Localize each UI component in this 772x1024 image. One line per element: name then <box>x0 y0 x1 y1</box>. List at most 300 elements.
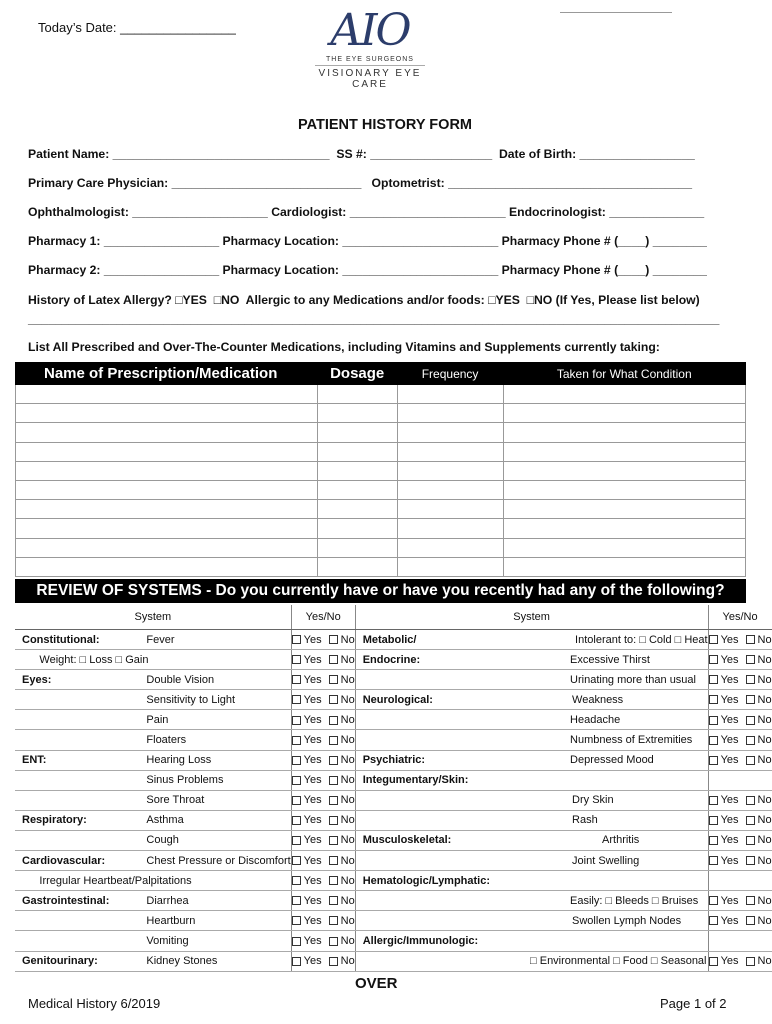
system-symptom-right: Headache <box>490 710 708 730</box>
choice-label: No <box>757 693 772 706</box>
system-category <box>15 690 109 710</box>
no-checkbox[interactable] <box>746 655 755 664</box>
system-row <box>15 891 772 911</box>
todays-date-field[interactable]: Today’s Date: ________________ <box>38 20 236 35</box>
yes-checkbox[interactable] <box>709 655 718 664</box>
system-row <box>15 730 772 750</box>
yes-no-choice <box>291 710 355 730</box>
system-category: Cardiovascular: <box>15 851 109 871</box>
yes-checkbox[interactable] <box>709 736 718 745</box>
no-checkbox[interactable] <box>746 896 755 905</box>
no-checkbox[interactable] <box>746 856 755 865</box>
choice-label: Yes <box>720 673 739 686</box>
choice-label: Yes <box>303 834 322 847</box>
col-dosage: Dosage <box>317 363 397 385</box>
review-of-systems-header: REVIEW OF SYSTEMS - Do you currently have or have you recently had any of the following? <box>15 579 746 603</box>
choice-label: Yes <box>720 914 739 927</box>
aio-logo <box>300 5 440 94</box>
system-category: Genitourinary: <box>15 951 109 971</box>
no-checkbox[interactable] <box>746 736 755 745</box>
medication-row <box>16 461 746 480</box>
yes-no-choice <box>708 891 772 911</box>
choice-label: Yes <box>720 754 739 767</box>
system-row <box>15 951 772 971</box>
yes-checkbox[interactable] <box>709 856 718 865</box>
system-symptom-right: Numbness of Extremities <box>490 730 708 750</box>
system-category-right <box>355 710 490 730</box>
choice-label: No <box>757 955 772 968</box>
yes-checkbox[interactable] <box>709 836 718 845</box>
no-checkbox[interactable] <box>746 635 755 644</box>
choice-label: No <box>757 834 772 847</box>
choice-label: Yes <box>720 854 739 867</box>
choice-label: No <box>340 794 355 807</box>
choice-label: No <box>340 693 355 706</box>
system-category-right <box>355 790 490 810</box>
yes-checkbox[interactable] <box>292 716 301 725</box>
choice-label: Yes <box>303 713 322 726</box>
yes-no-choice <box>291 670 355 690</box>
yes-no-choice <box>708 730 772 750</box>
choice-label: No <box>757 633 772 646</box>
system-category <box>15 790 109 810</box>
dosage-cell[interactable] <box>317 385 397 404</box>
choice-label: No <box>340 713 355 726</box>
medication-row <box>16 480 746 499</box>
dosage-cell[interactable] <box>317 519 397 538</box>
system-row <box>15 851 772 871</box>
system-row <box>15 871 772 891</box>
medication-row <box>16 404 746 423</box>
frequency-cell[interactable] <box>397 442 503 461</box>
condition-cell[interactable] <box>503 442 745 461</box>
choice-label: Yes <box>303 754 322 767</box>
yes-checkbox[interactable] <box>292 635 301 644</box>
system-symptom: Double Vision <box>109 670 291 690</box>
logo-subtitle: THE EYE SURGEONS <box>326 56 414 63</box>
yes-no-choice <box>708 670 772 690</box>
yes-no-choice <box>291 830 355 850</box>
system-header-right: System <box>355 605 708 630</box>
choice-label: No <box>340 653 355 666</box>
choice-label: Yes <box>303 854 322 867</box>
empty-choice <box>708 770 772 790</box>
system-category <box>15 911 109 931</box>
footer-version: Medical History 6/2019 <box>28 996 161 1011</box>
yes-checkbox[interactable] <box>292 896 301 905</box>
choice-label: Yes <box>303 955 322 968</box>
frequency-cell[interactable] <box>397 423 503 442</box>
yes-checkbox[interactable] <box>292 796 301 805</box>
no-checkbox[interactable] <box>329 937 338 946</box>
no-checkbox[interactable] <box>329 836 338 845</box>
medication-row <box>16 442 746 461</box>
system-symptom: Hearing Loss <box>109 750 291 770</box>
condition-cell[interactable] <box>503 385 745 404</box>
yes-checkbox[interactable] <box>292 916 301 925</box>
system-category <box>15 730 109 750</box>
choice-label: Yes <box>720 693 739 706</box>
condition-cell[interactable] <box>503 519 745 538</box>
yes-no-choice <box>291 730 355 750</box>
yes-checkbox[interactable] <box>709 916 718 925</box>
no-checkbox[interactable] <box>329 695 338 704</box>
dosage-cell[interactable] <box>317 538 397 557</box>
choice-label: No <box>340 874 355 887</box>
no-checkbox[interactable] <box>329 675 338 684</box>
system-symptom: Fever <box>109 630 291 650</box>
yes-no-choice <box>291 951 355 971</box>
logo-tagline: VISIONARY EYE CARE <box>318 68 422 90</box>
choice-label: No <box>757 914 772 927</box>
condition-cell[interactable] <box>503 461 745 480</box>
system-category-right: Musculoskeletal: <box>355 830 490 850</box>
condition-cell[interactable] <box>503 480 745 499</box>
condition-cell[interactable] <box>503 500 745 519</box>
frequency-cell[interactable] <box>397 500 503 519</box>
choice-label: Yes <box>303 673 322 686</box>
medications-instruction: List All Prescribed and Over-The-Counter Medications, including Vitamins and Supplements currently taking: <box>28 340 660 354</box>
no-checkbox[interactable] <box>329 816 338 825</box>
yes-checkbox[interactable] <box>292 736 301 745</box>
system-category-right: Metabolic/ <box>355 630 490 650</box>
yes-checkbox[interactable] <box>292 856 301 865</box>
yes-checkbox[interactable] <box>709 957 718 966</box>
dosage-cell[interactable] <box>317 442 397 461</box>
yes-no-choice <box>291 750 355 770</box>
no-checkbox[interactable] <box>746 916 755 925</box>
col-medication: Name of Prescription/Medication <box>16 363 318 385</box>
condition-cell[interactable] <box>503 538 745 557</box>
yes-checkbox[interactable] <box>292 957 301 966</box>
system-row <box>15 830 772 850</box>
yes-no-choice <box>291 871 355 891</box>
system-symptom: Diarrhea <box>109 891 291 911</box>
system-category-right: Psychiatric: <box>355 750 490 770</box>
yes-no-choice <box>708 830 772 850</box>
medication-cell[interactable] <box>16 423 318 442</box>
system-category-right: Integumentary/Skin: <box>355 770 490 790</box>
no-checkbox[interactable] <box>329 896 338 905</box>
system-symptom-right: Joint Swelling <box>490 851 708 871</box>
system-symptom: Kidney Stones <box>109 951 291 971</box>
page-number: Page 1 of 2 <box>660 996 727 1011</box>
no-checkbox[interactable] <box>746 836 755 845</box>
system-category-right <box>355 891 490 911</box>
medication-table <box>15 362 746 577</box>
choice-label: Yes <box>720 713 739 726</box>
system-category-right <box>355 730 490 750</box>
system-category-right <box>355 670 490 690</box>
system-category-right: Allergic/Immunologic: <box>355 931 490 951</box>
yes-no-header-right: Yes/No <box>708 605 772 630</box>
system-symptom-right: Weakness <box>490 690 708 710</box>
choice-label: No <box>757 894 772 907</box>
medication-row <box>16 538 746 557</box>
system-category: Gastrointestinal: <box>15 891 109 911</box>
yes-checkbox[interactable] <box>292 816 301 825</box>
system-symptom: Floaters <box>109 730 291 750</box>
choice-label: No <box>757 734 772 747</box>
frequency-cell[interactable] <box>397 519 503 538</box>
yes-no-choice <box>708 911 772 931</box>
no-checkbox[interactable] <box>746 695 755 704</box>
yes-checkbox[interactable] <box>292 675 301 684</box>
yes-no-choice <box>291 690 355 710</box>
no-checkbox[interactable] <box>329 736 338 745</box>
choice-label: Yes <box>303 914 322 927</box>
yes-checkbox[interactable] <box>292 756 301 765</box>
yes-checkbox[interactable] <box>709 635 718 644</box>
medication-cell[interactable] <box>16 500 318 519</box>
yes-no-choice <box>291 891 355 911</box>
system-symptom: Chest Pressure or Discomfort <box>109 851 291 871</box>
system-category-right: Endocrine: <box>355 650 490 670</box>
system-symptom-right <box>490 931 708 951</box>
allergy-list-line[interactable]: ______________________________________________________________________________________________________ <box>28 312 720 326</box>
yes-checkbox[interactable] <box>292 776 301 785</box>
system-symptom-right: Depressed Mood <box>490 750 708 770</box>
system-row <box>15 630 772 650</box>
system-row <box>15 750 772 770</box>
system-symptom-right: Intolerant to: □ Cold □ Heat <box>490 630 708 650</box>
yes-no-header-left: Yes/No <box>291 605 355 630</box>
yes-no-choice <box>708 750 772 770</box>
choice-label: Yes <box>720 794 739 807</box>
logo-divider <box>315 65 425 66</box>
choice-label: Yes <box>720 734 739 747</box>
no-checkbox[interactable] <box>746 756 755 765</box>
system-symptom: Cough <box>109 830 291 850</box>
yes-checkbox[interactable] <box>709 695 718 704</box>
choice-label: No <box>340 633 355 646</box>
dosage-cell[interactable] <box>317 423 397 442</box>
system-row <box>15 770 772 790</box>
system-symptom: Sensitivity to Light <box>109 690 291 710</box>
choice-label: No <box>340 955 355 968</box>
choice-label: No <box>757 653 772 666</box>
frequency-cell[interactable] <box>397 404 503 423</box>
system-symptom-right: Excessive Thirst <box>490 650 708 670</box>
no-checkbox[interactable] <box>329 957 338 966</box>
col-condition: Taken for What Condition <box>503 363 745 385</box>
system-symptom-right <box>490 871 708 891</box>
pharmacy-1-line[interactable]: Pharmacy 1: _________________ Pharmacy Location: _______________________ Pharmacy Phone # (____) ________ <box>28 234 707 248</box>
choice-label: Yes <box>303 774 322 787</box>
frequency-cell[interactable] <box>397 538 503 557</box>
choice-label: Yes <box>303 734 322 747</box>
no-checkbox[interactable] <box>329 716 338 725</box>
no-checkbox[interactable] <box>329 655 338 664</box>
medication-row <box>16 423 746 442</box>
yes-checkbox[interactable] <box>709 675 718 684</box>
no-checkbox[interactable] <box>746 675 755 684</box>
system-symptom-right: Easily: □ Bleeds □ Bruises <box>490 891 708 911</box>
choice-label: Yes <box>303 934 322 947</box>
system-category: ENT: <box>15 750 109 770</box>
choice-label: Yes <box>720 834 739 847</box>
system-row <box>15 670 772 690</box>
choice-label: No <box>340 894 355 907</box>
col-frequency: Frequency <box>397 363 503 385</box>
system-symptom: Heartburn <box>109 911 291 931</box>
yes-no-choice <box>291 790 355 810</box>
choice-label: Yes <box>303 693 322 706</box>
condition-cell[interactable] <box>503 423 745 442</box>
yes-checkbox[interactable] <box>292 836 301 845</box>
choice-label: No <box>340 854 355 867</box>
medication-cell[interactable] <box>16 480 318 499</box>
choice-label: Yes <box>303 653 322 666</box>
no-checkbox[interactable] <box>329 756 338 765</box>
system-symptom: Sore Throat <box>109 790 291 810</box>
choice-label: No <box>757 713 772 726</box>
medication-cell[interactable] <box>16 557 318 576</box>
medication-cell[interactable] <box>16 442 318 461</box>
no-checkbox[interactable] <box>746 816 755 825</box>
yes-checkbox[interactable] <box>292 937 301 946</box>
system-row <box>15 710 772 730</box>
physician-line[interactable]: Primary Care Physician: ____________________________ Optometrist: ____________________________________ <box>28 176 693 190</box>
frequency-cell[interactable] <box>397 385 503 404</box>
choice-label: No <box>757 814 772 827</box>
system-symptom: Sinus Problems <box>109 770 291 790</box>
pharmacy-2-line[interactable]: Pharmacy 2: _________________ Pharmacy Location: _______________________ Pharmacy Phone # (____) ________ <box>28 263 707 277</box>
choice-label: Yes <box>303 894 322 907</box>
allergy-question[interactable]: History of Latex Allergy? □YES □NO Allergic to any Medications and/or foods: □YES □NO (If Yes, Please list below) <box>28 293 700 307</box>
medication-row <box>16 519 746 538</box>
yes-no-choice <box>708 951 772 971</box>
no-checkbox[interactable] <box>746 796 755 805</box>
no-checkbox[interactable] <box>329 776 338 785</box>
choice-label: No <box>757 754 772 767</box>
system-symptom: Irregular Heartbeat/Palpitations <box>109 871 291 891</box>
condition-cell[interactable] <box>503 404 745 423</box>
choice-label: Yes <box>303 633 322 646</box>
no-checkbox[interactable] <box>329 635 338 644</box>
empty-choice <box>708 931 772 951</box>
system-row <box>15 690 772 710</box>
choice-label: No <box>340 673 355 686</box>
yes-no-choice <box>291 931 355 951</box>
dosage-cell[interactable] <box>317 480 397 499</box>
system-symptom-right: Rash <box>490 810 708 830</box>
logo-mark: AIO <box>330 5 410 56</box>
yes-no-choice <box>708 630 772 650</box>
choice-label: Yes <box>720 814 739 827</box>
system-row <box>15 911 772 931</box>
medication-cell[interactable] <box>16 404 318 423</box>
choice-label: Yes <box>303 794 322 807</box>
frequency-cell[interactable] <box>397 480 503 499</box>
medication-cell[interactable] <box>16 461 318 480</box>
system-row <box>15 650 772 670</box>
no-checkbox[interactable] <box>329 796 338 805</box>
system-category <box>15 931 109 951</box>
over-label: OVER <box>355 975 398 992</box>
yes-no-choice <box>291 911 355 931</box>
choice-label: No <box>340 914 355 927</box>
yes-checkbox[interactable] <box>709 896 718 905</box>
system-category: Respiratory: <box>15 810 109 830</box>
system-category-right: Neurological: <box>355 690 490 710</box>
yes-checkbox[interactable] <box>709 796 718 805</box>
yes-no-choice <box>291 810 355 830</box>
choice-label: Yes <box>303 814 322 827</box>
system-category-right: Hematologic/Lymphatic: <box>355 871 490 891</box>
yes-no-choice <box>708 690 772 710</box>
empty-choice <box>708 871 772 891</box>
system-symptom: Asthma <box>109 810 291 830</box>
patient-info-line[interactable]: Patient Name: ________________________________ SS #: __________________ Date of Birth: _________________ <box>28 147 695 161</box>
yes-checkbox[interactable] <box>292 695 301 704</box>
choice-label: Yes <box>720 894 739 907</box>
yes-checkbox[interactable] <box>709 716 718 725</box>
yes-checkbox[interactable] <box>709 816 718 825</box>
system-category-right <box>355 810 490 830</box>
specialists-line[interactable]: Ophthalmologist: ____________________ Cardiologist: _______________________ Endocrinologist: ______________ <box>28 205 705 219</box>
system-category-right <box>355 911 490 931</box>
system-row <box>15 810 772 830</box>
choice-label: No <box>757 794 772 807</box>
medication-row <box>16 557 746 576</box>
system-category <box>15 710 109 730</box>
yes-no-choice <box>708 650 772 670</box>
system-symptom: Weight: □ Loss □ Gain <box>109 650 291 670</box>
choice-label: Yes <box>720 653 739 666</box>
medication-cell[interactable] <box>16 385 318 404</box>
yes-no-choice <box>291 770 355 790</box>
dosage-cell[interactable] <box>317 557 397 576</box>
yes-checkbox[interactable] <box>709 756 718 765</box>
yes-no-choice <box>708 710 772 730</box>
yes-no-choice <box>291 851 355 871</box>
medication-cell[interactable] <box>16 538 318 557</box>
system-category-right <box>355 951 490 971</box>
dosage-cell[interactable] <box>317 461 397 480</box>
system-row <box>15 931 772 951</box>
frequency-cell[interactable] <box>397 461 503 480</box>
no-checkbox[interactable] <box>329 916 338 925</box>
no-checkbox[interactable] <box>329 856 338 865</box>
system-row <box>15 790 772 810</box>
yes-checkbox[interactable] <box>292 655 301 664</box>
yes-no-choice <box>291 650 355 670</box>
dosage-cell[interactable] <box>317 500 397 519</box>
yes-checkbox[interactable] <box>292 876 301 885</box>
choice-label: No <box>340 814 355 827</box>
choice-label: No <box>340 754 355 767</box>
no-checkbox[interactable] <box>329 876 338 885</box>
no-checkbox[interactable] <box>746 957 755 966</box>
system-symptom: Pain <box>109 710 291 730</box>
system-symptom: Vomiting <box>109 931 291 951</box>
frequency-cell[interactable] <box>397 557 503 576</box>
yes-no-choice <box>708 851 772 871</box>
dosage-cell[interactable] <box>317 404 397 423</box>
choice-label: No <box>340 834 355 847</box>
medication-cell[interactable] <box>16 519 318 538</box>
system-category: Constitutional: <box>15 630 109 650</box>
no-checkbox[interactable] <box>746 716 755 725</box>
choice-label: No <box>340 774 355 787</box>
yes-no-choice <box>291 630 355 650</box>
system-category <box>15 770 109 790</box>
system-symptom-right <box>490 770 708 790</box>
system-symptom-right: Swollen Lymph Nodes <box>490 911 708 931</box>
condition-cell[interactable] <box>503 557 745 576</box>
yes-no-choice <box>708 790 772 810</box>
